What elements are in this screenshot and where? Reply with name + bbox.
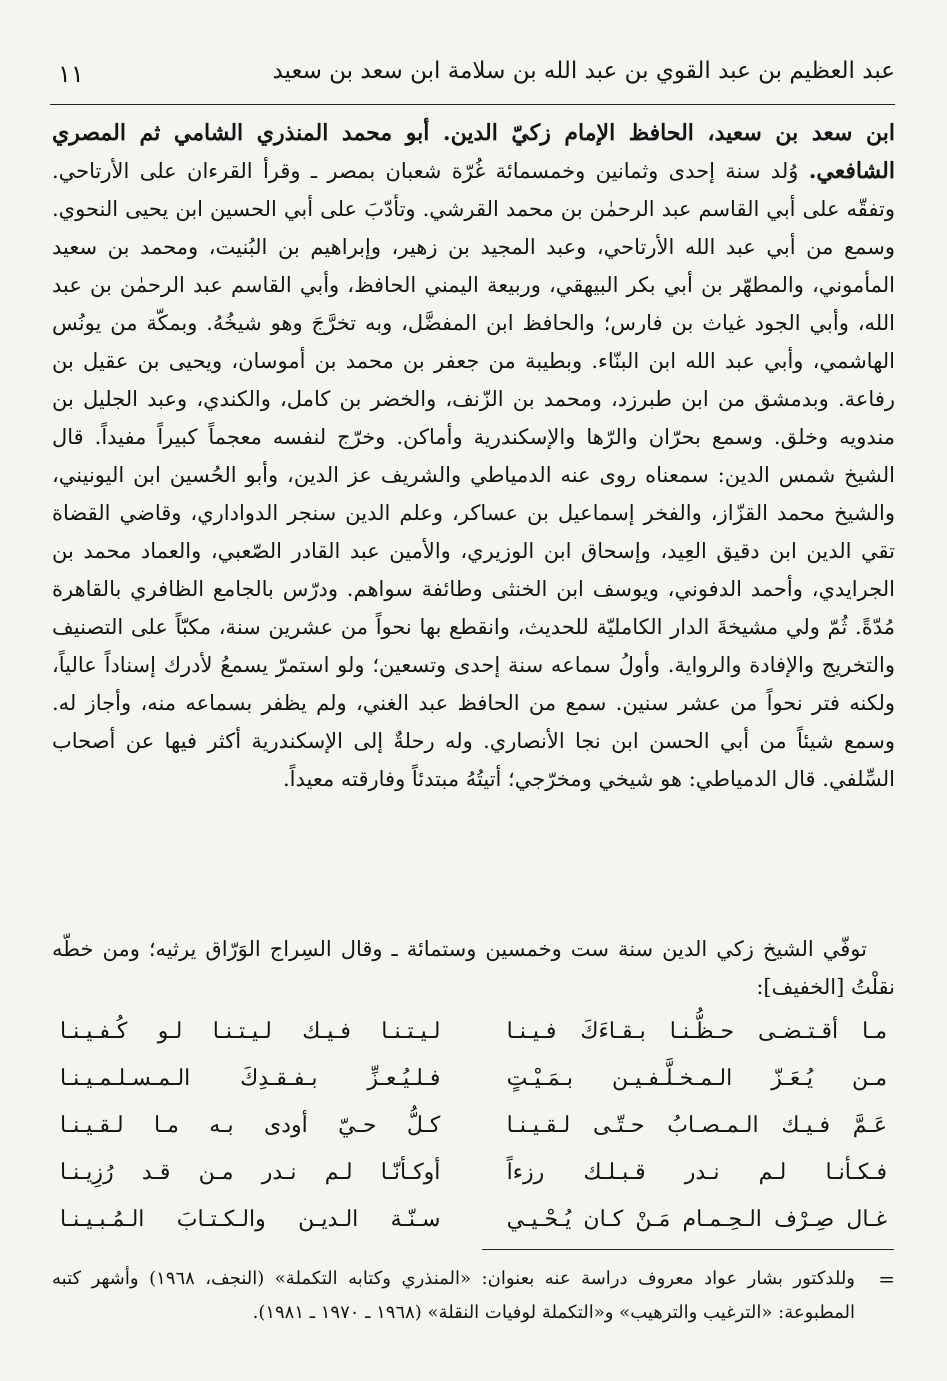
second-hemistich: لـيـتـنـا فـيـك لـيـتـنـا لـو كُـفـيـنـا	[60, 1019, 441, 1044]
second-hemistich: سـنّـة الـديـن والـكـتـابَ الـمُـبـيـنـا	[60, 1207, 441, 1232]
first-hemistich: عَـمَّ فـيـك الـمـصـابُ حـتّـى لـقـيـنـا	[506, 1113, 887, 1138]
poem-verse	[60, 1059, 887, 1106]
poem-verse	[60, 1106, 887, 1153]
biography-paragraph	[52, 114, 895, 798]
poem-verse	[60, 1200, 887, 1247]
death-paragraph	[52, 930, 895, 1006]
first-hemistich: غـال صِـرْف الـحِـمـام مَـنْ كـان يُـحْـيـي	[506, 1207, 887, 1232]
poem-verse	[60, 1012, 887, 1059]
running-title: عبد العظيم بن عبد القوي بن عبد الله بن سلامة ابن سعد بن سعيد	[272, 58, 895, 84]
second-hemistich: أوكـأنّـا لـم نـدر مـن قـد رُزِيـنـا	[60, 1160, 441, 1185]
second-hemistich: فـلـيُـعـزِّ بـفـقـدِكَ الـمـسـلـمـيـنـا	[60, 1066, 441, 1091]
footnote-continuation-mark: =	[878, 1267, 895, 1291]
footnote-text: وللدكتور بشار عواد معروف دراسة عنه بعنوان: «المنذري وكتابه التكملة» (النجف، ١٩٦٨) وأشهر كتبه المطبوعة: «الترغيب والترهيب» و«التكملة لوفيات النقلة» (١٩٦٨ ـ ١٩٧٠ ـ ١٩٨١).	[52, 1268, 855, 1323]
biography-body: وُلد سنة إحدى وثمانين وخمسمائة غُرّة شعبان بمصر ـ وقرأ القرءان على الأرتاحي. وتفقّه على أبي القاسم عبد الرحمٰن بن محمد القرشي. وتأدّبَ على أبي الحسين ابن يحيى النحوي. وسمع من أبي عبد الله الأرتاحي، وعبد المجيد بن زهير، وإبراهيم بن البُنيت، ومحمد بن سعيد المأموني، والمطهّر بن أبي بكر البيهقي، وربيعة اليمني الحافظ، وأبي القاسم عبد الرحمٰن بن عبد الله، وأبي الجود غياث بن فارس؛ والحافظ ابن المفضَّل، وبه تخرَّجَ وهو شيخُهُ. وبمكّة من يونُس الهاشمي، وأبي عبد الله ابن البنّاء. وبطيبة من جعفر بن محمد بن أموسان، ويحيى بن عقيل بن رفاعة. وبدمشق من ابن طبرزد، ومحمد بن الزّنف، والخضر بن كامل، والكندي، وعبد الجليل بن مندويه وخلق. وسمع بحرّان والرّها والإسكندرية وأماكن. وخرّج لنفسه معجماً كبيراً مفيداً. قال الشيخ شمس الدين: سمعناه روى عنه الدمياطي والشريف عز الدين، وأبو الحُسين ابن اليونيني، والشيخ محمد القزّاز، والفخر إسماعيل بن عساكر، وعلم الدين سنجر الدواداري، وقاضي القضاة تقي الدين ابن دقيق العِيد، وإسحاق ابن الوزيري، والأمين عبد القادر الصّعبي، والعماد محمد بن الجرايدي، وأحمد الدفوني، ويوسف ابن الخنثى وطائفة سواهم. ودرّس بالجامع الظافري بالقاهرة مُدّةً. ثُمّ ولي مشيخةَ الدار الكامليّة للحديث، وانقطع بها نحواً من عشرين سنة، مكبّاً على التصنيف والتخريج والإفادة والرواية. وأولُ سماعه سنة إحدى وتسعين؛ ولو استمرّ يسمعُ لأدرك إسناداً عالياً، ولكنه فتر نحواً من عشر سنين. سمع من الحافظ عبد الغني، ولم يظفر بسماعه منه، وأجاز له. وسمع شيئاً من أبي الحسن ابن نجا الأنصاري. وله رحلةٌ إلى الإسكندرية أكثر فيها عن أصحاب السِّلفي. قال الدمياطي: هو شيخي ومخرّجي؛ أتيتُهُ مبتدئاً وفارقته معيداً.	[52, 159, 895, 791]
header-rule	[50, 104, 895, 105]
subject-name: ابن سعد بن سعيد، الحافظ الإمام زكيّ الدين. أبو محمد المنذري الشامي ثم المصري الشافعي.	[52, 120, 895, 184]
footnote-rule	[482, 1249, 894, 1250]
first-hemistich: فـكـأنـا لـم نـدر قـبـلـك رزءاً	[506, 1160, 887, 1185]
page-number: ١١	[58, 60, 84, 88]
footnote	[52, 1262, 895, 1330]
first-hemistich: مـن يُـعَـزّ الـمـخـلَّـفـيـن بـمَـيْـتٍ	[506, 1066, 887, 1091]
first-hemistich: مـا أقـتـضـى حـظُّـنـا بـقـاءَكَ فـيـنـا	[506, 1019, 887, 1044]
running-head	[50, 56, 895, 100]
death-text: توفّي الشيخ زكي الدين سنة ست وخمسين وستمائة ـ وقال السِراج الوَرّاق يرثيه؛ ومن خطّه نقلْتُ [الخفيف]:	[52, 937, 895, 999]
second-hemistich: كـلُّ حـيّ أودى بـه مـا لـقـيـنـا	[60, 1113, 441, 1138]
poem-verse	[60, 1153, 887, 1200]
elegy-poem	[60, 1012, 887, 1247]
biography-text	[52, 114, 895, 798]
